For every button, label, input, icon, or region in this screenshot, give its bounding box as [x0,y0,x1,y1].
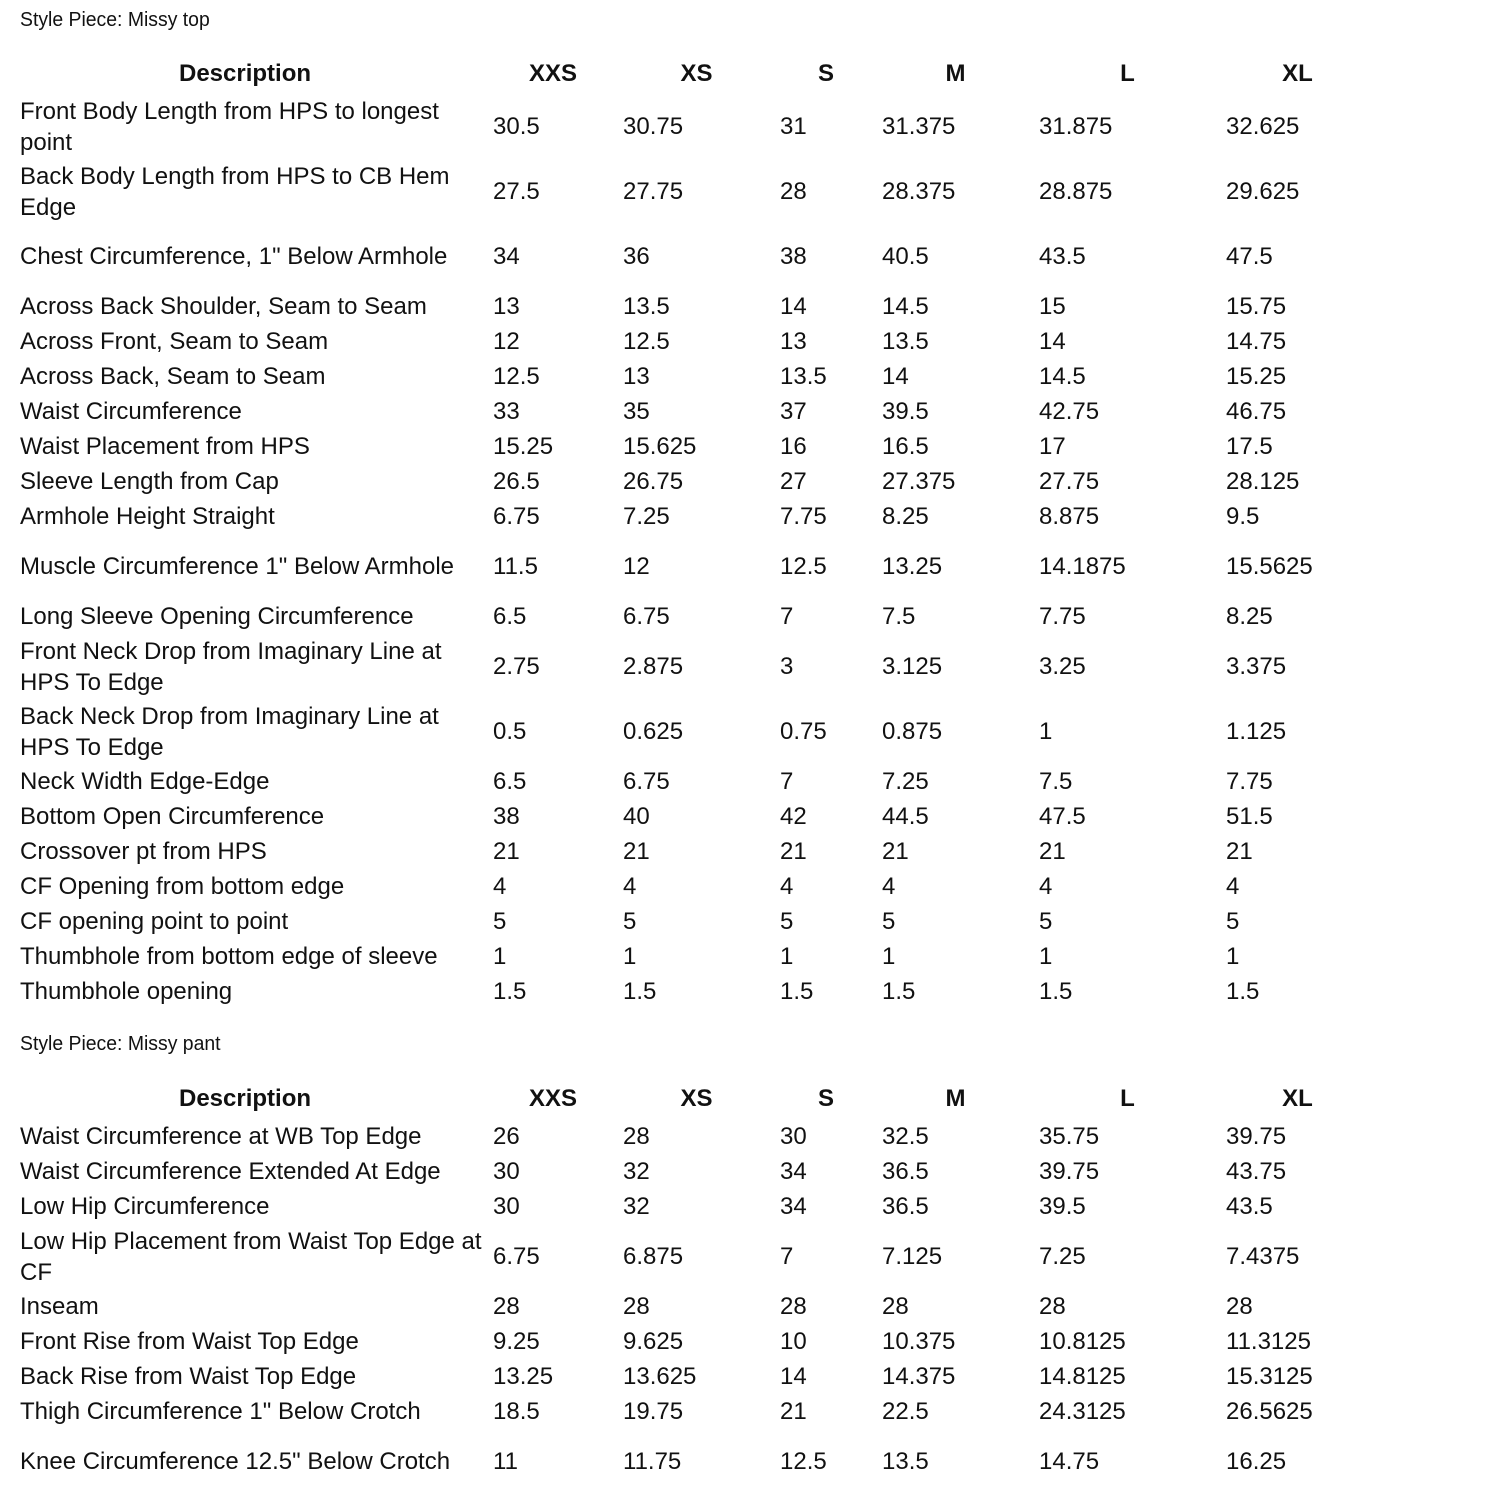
value-xxs: 6.5 [493,603,527,630]
header-l: L [1120,1085,1135,1112]
value-xxs: 18.5 [493,1398,540,1425]
value-l: 24.3125 [1039,1398,1126,1425]
value-xxs: 9.25 [493,1328,540,1355]
value-xxs: 11.5 [493,553,538,580]
table-row [14,1289,1374,1324]
value-xxs: 13.25 [493,1363,554,1390]
value-xs: 4 [623,873,637,900]
table-row [14,1359,1374,1394]
value-m: 28.375 [882,178,956,205]
header-description: Description [179,60,312,87]
table-row [14,764,1374,799]
value-m: 16.5 [882,433,929,460]
value-xs: 35 [623,398,650,425]
header-s: S [817,1085,834,1112]
pant-spec-table [14,1079,1374,1494]
value-s: 28 [780,1293,807,1320]
value-xxs: 12 [493,328,520,355]
value-s: 16 [780,433,807,460]
measurement-description: Waist Circumference Extended At Edge [20,1158,441,1185]
value-xs: 30.75 [623,113,684,140]
table-row [14,634,1374,699]
value-xxs: 12.5 [493,363,540,390]
value-xxs: 4 [493,873,507,900]
value-s: 14 [780,1363,807,1390]
measurement-description: Neck Width Edge-Edge [20,768,270,795]
value-xl: 43.5 [1226,1193,1273,1220]
header-m: M [945,60,966,87]
value-s: 12.5 [780,1448,827,1475]
value-m: 7.25 [882,768,929,795]
table-row [14,799,1374,834]
value-xl: 32.625 [1226,113,1300,140]
header-description: Description [179,1085,312,1112]
value-xxs: 28 [493,1293,520,1320]
value-m: 28 [882,1293,909,1320]
value-xl: 7.75 [1226,768,1273,795]
value-s: 42 [780,803,807,830]
value-s: 1 [780,943,794,970]
value-xl: 7.4375 [1226,1243,1300,1270]
value-xxs: 27.5 [493,178,540,205]
top-spec-table [14,54,1374,1009]
value-xs: 40 [623,803,650,830]
value-xs: 6.875 [623,1243,684,1270]
value-s: 7 [780,603,794,630]
value-m: 13.5 [882,328,929,355]
value-m: 31.375 [882,113,956,140]
value-l: 10.8125 [1039,1328,1126,1355]
value-s: 0.75 [780,718,827,745]
value-xs: 11.75 [623,1448,682,1475]
measurement-description: Crossover pt from HPS [20,838,267,865]
measurement-description: Thumbhole from bottom edge of sleeve [20,943,438,970]
value-xl: 17.5 [1226,433,1273,460]
value-xs: 0.625 [623,718,684,745]
value-m: 13.5 [882,1448,929,1475]
value-s: 13.5 [780,363,827,390]
value-xxs: 30.5 [493,113,540,140]
value-l: 5 [1039,908,1053,935]
value-xs: 36 [623,243,650,270]
value-xs: 32 [623,1193,650,1220]
value-xl: 15.3125 [1226,1363,1313,1390]
value-s: 7 [780,1243,794,1270]
value-m: 27.375 [882,468,956,495]
value-xxs: 33 [493,398,520,425]
value-s: 30 [780,1123,807,1150]
style-piece-title: Style Piece: Missy pant [20,1033,221,1055]
value-xs: 7.25 [623,503,670,530]
value-xxs: 1.5 [493,978,527,1005]
table-row [14,599,1374,634]
value-xxs: 1 [493,943,507,970]
value-xl: 47.5 [1226,243,1273,270]
value-xs: 28 [623,1123,650,1150]
value-m: 5 [882,908,896,935]
value-m: 10.375 [882,1328,956,1355]
table-row [14,324,1374,359]
table-row [14,974,1374,1009]
table-row [14,464,1374,499]
value-l: 47.5 [1039,803,1086,830]
value-xxs: 26 [493,1123,520,1150]
value-l: 3.25 [1039,653,1086,680]
measurement-description: Chest Circumference, 1" Below Armhole [20,243,448,270]
measurement-description: Bottom Open Circumference [20,803,325,830]
value-s: 27 [780,468,807,495]
value-xl: 39.75 [1226,1123,1287,1150]
value-xxs: 0.5 [493,718,527,745]
value-l: 14.75 [1039,1448,1100,1475]
value-l: 7.5 [1039,768,1073,795]
value-xl: 15.75 [1226,293,1287,320]
measurement-description: Front Rise from Waist Top Edge [20,1328,359,1355]
value-xl: 1 [1226,943,1240,970]
measurement-description: Low Hip Placement from Waist Top Edge at CF [20,1227,482,1286]
measurement-description: Inseam [20,1293,99,1320]
value-xxs: 38 [493,803,520,830]
value-m: 14.375 [882,1363,956,1390]
value-l: 39.75 [1039,1158,1100,1185]
value-xl: 8.25 [1226,603,1273,630]
value-xl: 16.25 [1226,1448,1287,1475]
value-xs: 5 [623,908,637,935]
value-xs: 13.5 [623,293,670,320]
value-xl: 11.3125 [1226,1328,1311,1355]
table-row [14,699,1374,764]
value-s: 38 [780,243,807,270]
value-l: 27.75 [1039,468,1100,495]
value-xxs: 6.75 [493,1243,540,1270]
measurement-description: Muscle Circumference 1" Below Armhole [20,553,455,580]
table-row [14,359,1374,394]
table-row [14,499,1374,534]
table-row [14,1324,1374,1359]
value-l: 1 [1039,943,1053,970]
measurement-description: Waist Placement from HPS [20,433,310,460]
value-m: 36.5 [882,1193,929,1220]
top-table-body [14,94,1374,1009]
header-xs: XS [680,60,713,87]
table-row [14,834,1374,869]
value-s: 37 [780,398,807,425]
value-xs: 1.5 [623,978,657,1005]
measurement-description: Back Body Length from HPS to CB Hem Edge [20,162,450,221]
value-xxs: 6.75 [493,503,540,530]
value-m: 3.125 [882,653,943,680]
value-l: 15 [1039,293,1066,320]
value-xs: 13.625 [623,1363,697,1390]
value-l: 14.1875 [1039,553,1126,580]
table-row [14,1119,1374,1154]
value-m: 36.5 [882,1158,929,1185]
value-l: 17 [1039,433,1066,460]
value-m: 1 [882,943,896,970]
table-row [14,159,1374,224]
table-row [14,939,1374,974]
value-m: 4 [882,873,896,900]
value-s: 3 [780,653,794,680]
measurement-description: Thigh Circumference 1" Below Crotch [20,1398,421,1425]
value-xs: 32 [623,1158,650,1185]
value-s: 7 [780,768,794,795]
value-l: 28.875 [1039,178,1113,205]
value-l: 4 [1039,873,1053,900]
header-xxs: XXS [528,1085,578,1112]
value-xxs: 21 [493,838,520,865]
header-xl: XL [1282,1085,1313,1112]
value-l: 28 [1039,1293,1066,1320]
value-xs: 1 [623,943,637,970]
table-row [14,224,1374,289]
table-row [14,1224,1374,1289]
value-xs: 15.625 [623,433,697,460]
value-xl: 14.75 [1226,328,1287,355]
value-l: 7.25 [1039,1243,1086,1270]
table-row [14,394,1374,429]
table-row [14,289,1374,324]
value-xl: 46.75 [1226,398,1287,425]
value-s: 28 [780,178,807,205]
value-l: 14.8125 [1039,1363,1126,1390]
value-xxs: 34 [493,243,520,270]
value-xs: 26.75 [623,468,684,495]
header-xxs: XXS [528,60,578,87]
value-xs: 6.75 [623,603,670,630]
measurement-description: Across Back, Seam to Seam [20,363,326,390]
value-xl: 9.5 [1226,503,1260,530]
value-xxs: 15.25 [493,433,554,460]
value-m: 22.5 [882,1398,929,1425]
value-l: 1 [1039,718,1053,745]
value-m: 14.5 [882,293,929,320]
measurement-description: Knee Circumference 12.5" Below Crotch [20,1448,451,1475]
measurement-description: Armhole Height Straight [20,503,275,530]
table-row [14,1394,1374,1429]
style-piece-title: Style Piece: Missy top [20,9,210,31]
value-m: 1.5 [882,978,916,1005]
value-xl: 43.75 [1226,1158,1287,1185]
header-row [14,1079,1374,1119]
value-xxs: 30 [493,1193,520,1220]
value-m: 0.875 [882,718,943,745]
value-xl: 5 [1226,908,1240,935]
value-m: 13.25 [882,553,943,580]
value-m: 32.5 [882,1123,929,1150]
value-s: 7.75 [780,503,827,530]
value-xs: 13 [623,363,650,390]
measurement-description: Across Back Shoulder, Seam to Seam [20,293,427,320]
measurement-description: Front Body Length from HPS to longest point [20,97,439,156]
value-xxs: 11 [493,1448,518,1475]
value-xl: 1.5 [1226,978,1260,1005]
value-xs: 19.75 [623,1398,684,1425]
value-l: 21 [1039,838,1066,865]
value-l: 14 [1039,328,1066,355]
measurement-description: Sleeve Length from Cap [20,468,279,495]
value-xl: 1.125 [1226,718,1287,745]
table-row [14,869,1374,904]
pant-table-body [14,1119,1374,1494]
value-xs: 6.75 [623,768,670,795]
measurement-description: Long Sleeve Opening Circumference [20,603,414,630]
value-xl: 51.5 [1226,803,1273,830]
measurement-description: CF opening point to point [20,908,289,935]
header-xl: XL [1282,60,1313,87]
value-m: 40.5 [882,243,929,270]
measurement-description: Thumbhole opening [20,978,233,1005]
value-s: 34 [780,1193,807,1220]
value-m: 39.5 [882,398,929,425]
value-l: 31.875 [1039,113,1113,140]
table-row [14,429,1374,464]
value-m: 44.5 [882,803,929,830]
value-xl: 15.5625 [1226,553,1313,580]
value-xl: 3.375 [1226,653,1287,680]
value-s: 34 [780,1158,807,1185]
table-row [14,904,1374,939]
value-l: 43.5 [1039,243,1086,270]
value-m: 14 [882,363,909,390]
value-xxs: 2.75 [493,653,540,680]
measurement-description: Back Rise from Waist Top Edge [20,1363,357,1390]
value-s: 5 [780,908,794,935]
table-row [14,1429,1374,1494]
value-xl: 26.5625 [1226,1398,1313,1425]
value-xs: 21 [623,838,650,865]
value-xs: 27.75 [623,178,684,205]
value-l: 8.875 [1039,503,1100,530]
value-l: 14.5 [1039,363,1086,390]
value-l: 7.75 [1039,603,1086,630]
value-xxs: 13 [493,293,520,320]
table-row [14,1154,1374,1189]
value-xxs: 6.5 [493,768,527,795]
value-xl: 29.625 [1226,178,1300,205]
value-xs: 2.875 [623,653,684,680]
header-xs: XS [680,1085,713,1112]
value-xs: 9.625 [623,1328,684,1355]
value-xl: 15.25 [1226,363,1287,390]
measurement-description: Low Hip Circumference [20,1193,270,1220]
value-l: 39.5 [1039,1193,1086,1220]
value-l: 42.75 [1039,398,1100,425]
header-s: S [817,60,834,87]
value-s: 13 [780,328,807,355]
header-m: M [945,1085,966,1112]
value-xs: 28 [623,1293,650,1320]
value-m: 21 [882,838,909,865]
value-xxs: 30 [493,1158,520,1185]
header-l: L [1120,60,1135,87]
measurement-description: Across Front, Seam to Seam [20,328,329,355]
value-xxs: 5 [493,908,507,935]
measurement-description: CF Opening from bottom edge [20,873,345,900]
table-row [14,1189,1374,1224]
value-xl: 21 [1226,838,1253,865]
value-xl: 28 [1226,1293,1253,1320]
table-row [14,94,1374,159]
measurement-description: Waist Circumference [20,398,242,425]
value-m: 8.25 [882,503,929,530]
value-xl: 4 [1226,873,1240,900]
value-s: 21 [780,838,807,865]
header-row [14,54,1374,94]
value-m: 7.125 [882,1243,943,1270]
value-s: 14 [780,293,807,320]
value-xs: 12 [623,553,650,580]
measurement-description: Back Neck Drop from Imaginary Line at HPS To Edge [20,702,439,761]
value-s: 12.5 [780,553,827,580]
value-xl: 28.125 [1226,468,1300,495]
table-row [14,534,1374,599]
value-s: 31 [780,113,807,140]
value-l: 1.5 [1039,978,1073,1005]
measurement-description: Waist Circumference at WB Top Edge [20,1123,422,1150]
value-xs: 12.5 [623,328,670,355]
value-s: 1.5 [780,978,814,1005]
value-xxs: 26.5 [493,468,540,495]
measurement-description: Front Neck Drop from Imaginary Line at HPS To Edge [20,637,442,696]
value-l: 35.75 [1039,1123,1100,1150]
value-s: 4 [780,873,794,900]
value-s: 10 [780,1328,807,1355]
value-s: 21 [780,1398,807,1425]
value-m: 7.5 [882,603,916,630]
